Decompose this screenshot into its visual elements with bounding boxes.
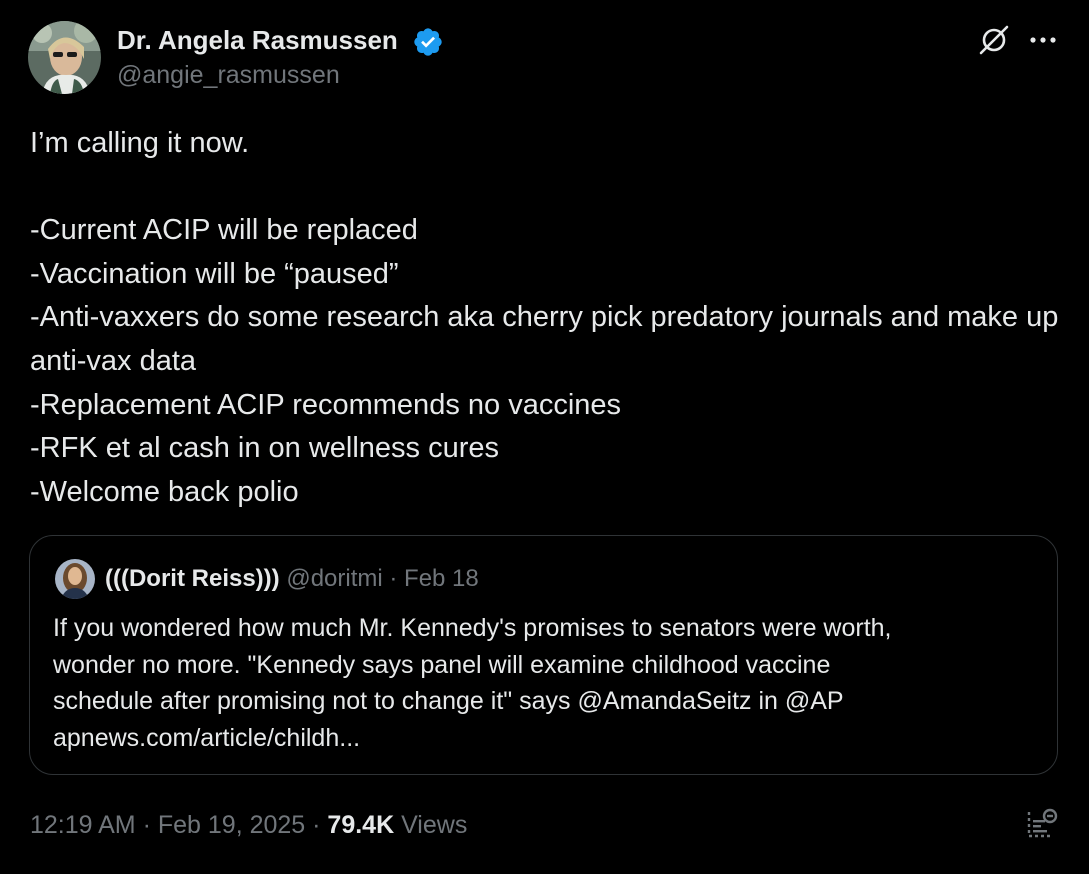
views-count: 79.4K [327, 811, 395, 839]
author-handle[interactable]: @angie_rasmussen [117, 61, 340, 89]
verified-badge-icon [412, 26, 444, 58]
quote-tweet-card[interactable] [29, 535, 1058, 775]
author-name[interactable]: Dr. Angela Rasmussen [117, 25, 398, 55]
quote-header [105, 565, 479, 593]
grok-icon[interactable] [977, 23, 1011, 57]
tweet-meta [30, 811, 467, 840]
views-label: Views [394, 811, 468, 839]
quote-author-avatar[interactable] [55, 559, 95, 599]
tweet-text: I’m calling it now. -Current ACIP will be replaced -Vaccination will be “paused” -Anti-vaxxers do some research aka cherry pick predatory journals and make up anti-vax data -Replacement ACIP recommends no vaccines -RFK et al cash in on wellness cures -Welcome back polio [30, 127, 1059, 508]
author-avatar[interactable] [28, 21, 101, 94]
quote-text: If you wondered how much Mr. Kennedy's promises to senators were worth, wonder no more. "Kennedy says panel will examine childhood vaccine schedule after promising not to change it" says @AmandaSeitz in @AP apnews.com/article/childh... [53, 614, 892, 752]
analytics-icon[interactable] [1025, 806, 1059, 840]
more-options-icon[interactable] [1027, 26, 1059, 54]
tweet-date[interactable]: Feb 19, 2025 [157, 811, 306, 839]
tweet-time[interactable]: 12:19 AM [30, 811, 136, 839]
quote-author-handle[interactable]: @doritmi [286, 565, 383, 592]
meta-separator-2: · [305, 811, 328, 839]
quote-date[interactable]: Feb 18 [404, 565, 479, 592]
quote-author-name[interactable]: (((Dorit Reiss))) [105, 565, 280, 592]
meta-separator: · [135, 811, 158, 839]
quote-separator: · [382, 565, 405, 592]
